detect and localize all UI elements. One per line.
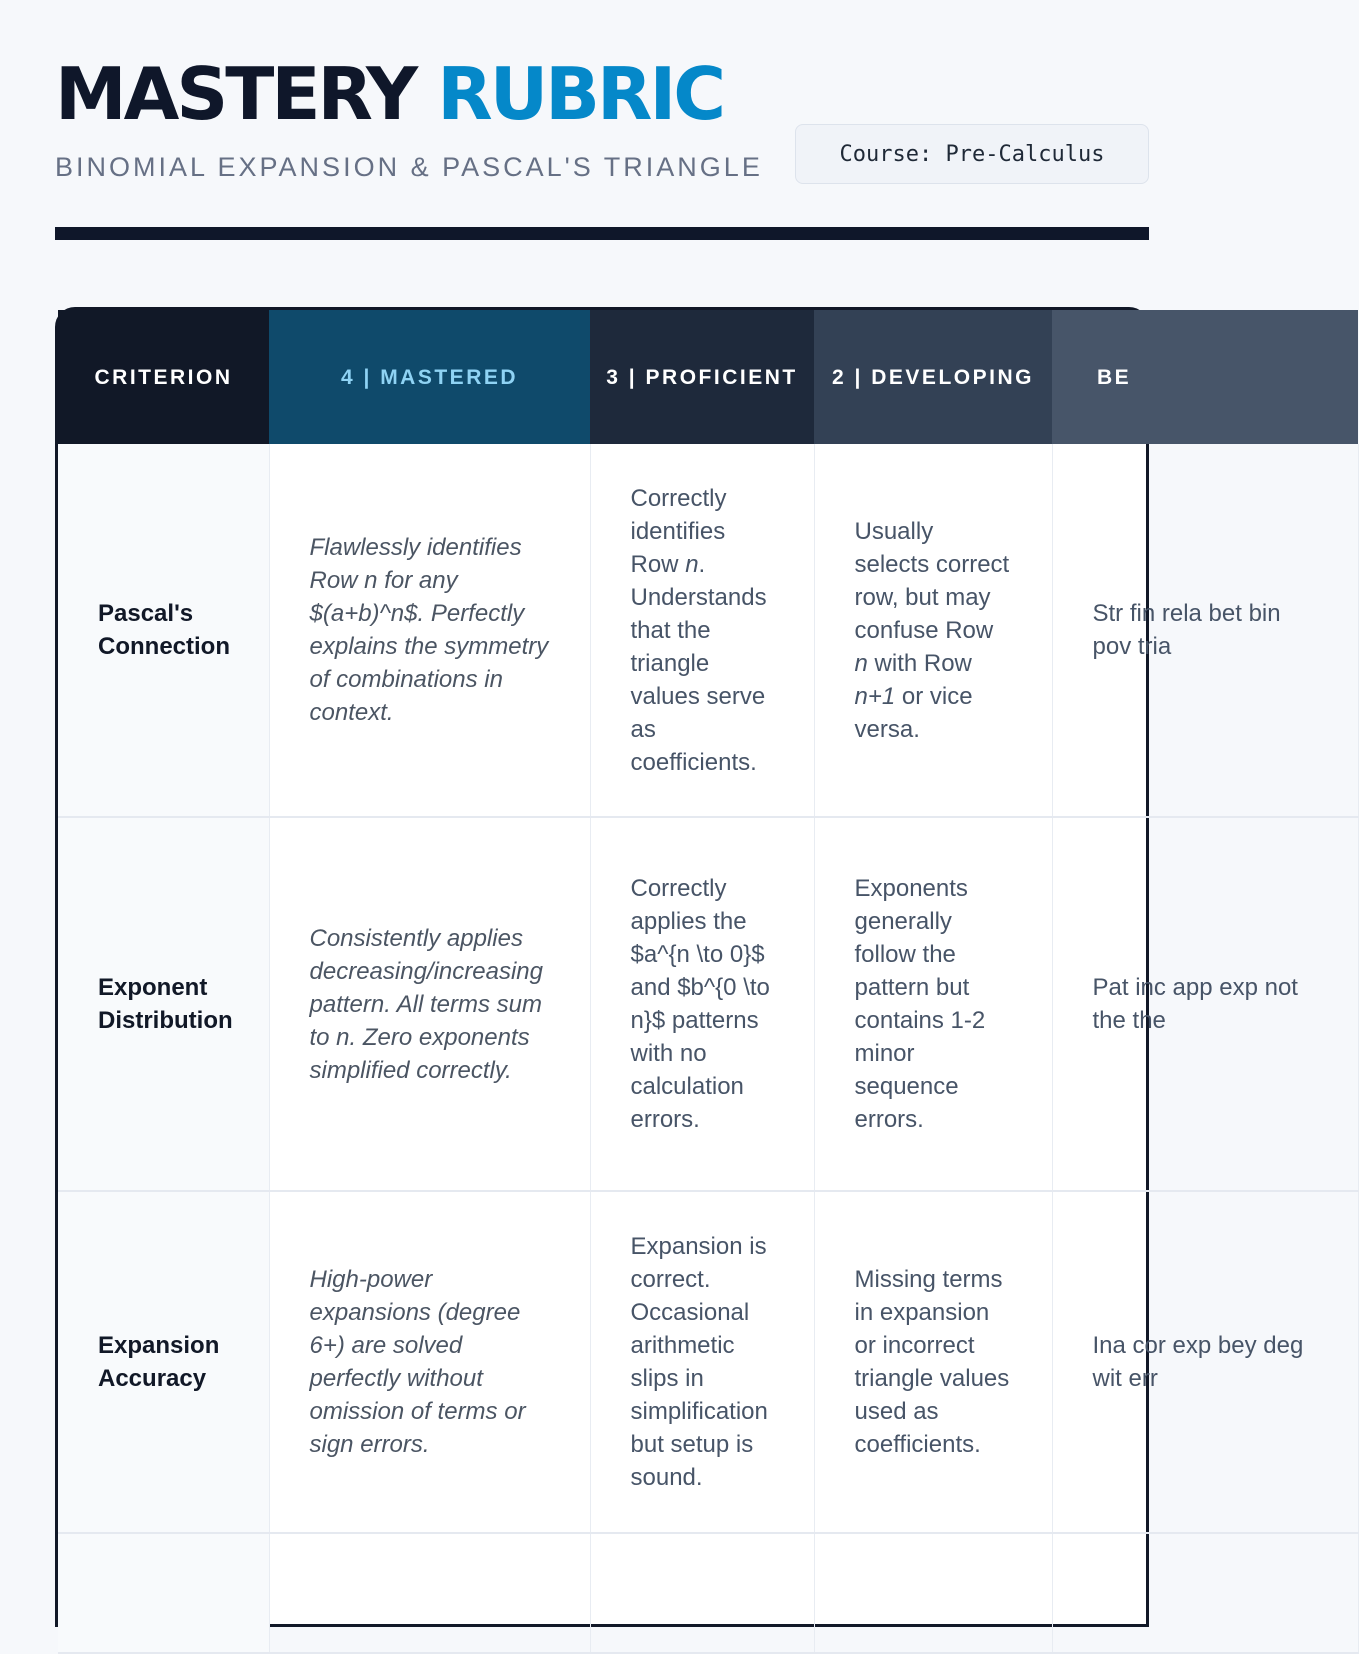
rubric-table [58,310,1359,1654]
criterion-cell: Exponent Distribution [58,817,269,1191]
criterion-cell [58,1533,269,1653]
page-subtitle: BINOMIAL EXPANSION & PASCAL'S TRIANGLE [55,152,763,182]
column-header-developing: 2 | DEVELOPING [814,310,1052,444]
rubric-table-card [55,307,1304,1627]
proficient-cell: Expansion is correct. Occasional arithmetic slips in simplification but setup is sound. [590,1191,814,1533]
table-row [58,444,1358,817]
criterion-cell: Expansion Accuracy [58,1191,269,1533]
beginning-cell: Str fin rela bet bin pov tria [1052,444,1358,817]
title-word-mastery: MASTERY [55,52,416,136]
cell-text: . Understands that the triangle values serve as coefficients. [630,550,767,776]
column-header-beginning: BE [1052,310,1358,444]
developing-cell: Missing terms in expansion or incorrect triangle values used as coefficients. [814,1191,1052,1533]
criterion-cell: Pascal's Connection [58,444,269,817]
column-header-mastered: 4 | MASTERED [269,310,590,444]
developing-cell [814,1533,1052,1653]
table-row [58,1191,1358,1533]
mastered-cell: Consistently applies decreasing/increasing pattern. All terms sum to n. Zero exponents simplified correctly. [269,817,590,1191]
column-header-criterion: CRITERION [58,310,269,444]
cell-text: Correctly identifies Row [630,484,727,578]
header-divider [55,227,1149,240]
proficient-cell [590,1533,814,1653]
beginning-cell [1052,1533,1358,1653]
course-badge: Course: Pre-Calculus [795,124,1149,184]
column-header-proficient: 3 | PROFICIENT [590,310,814,444]
cell-text: or vice versa. [854,682,973,743]
mastered-cell [269,1533,590,1653]
cell-variable: n+1 [854,682,896,710]
beginning-cell: Pat inc app exp not the the [1052,817,1358,1191]
beginning-cell: Ina cor exp bey deg wit err [1052,1191,1358,1533]
title-word-rubric: RUBRIC [437,52,724,136]
mastered-cell: High-power expansions (degree 6+) are solved perfectly without omission of terms or sign errors. [269,1191,590,1533]
table-header-row [58,310,1358,444]
proficient-cell [590,444,814,817]
cell-text: Usually selects correct row, but may confuse Row [854,517,1010,644]
mastered-cell: Flawlessly identifies Row n for any $(a+b)^n$. Perfectly explains the symmetry of combinations in context. [269,444,590,817]
table-row [58,817,1358,1191]
developing-cell [814,444,1052,817]
table-row [58,1533,1358,1653]
page-header [55,52,1149,192]
cell-text: with Row [867,649,972,677]
cell-variable: n [685,550,699,578]
proficient-cell: Correctly applies the $a^{n \to 0}$ and $b^{0 \to n}$ patterns with no calculation errors. [590,817,814,1191]
page-title [55,52,723,136]
developing-cell: Exponents generally follow the pattern but contains 1-2 minor sequence errors. [814,817,1052,1191]
cell-variable: n [854,649,868,677]
